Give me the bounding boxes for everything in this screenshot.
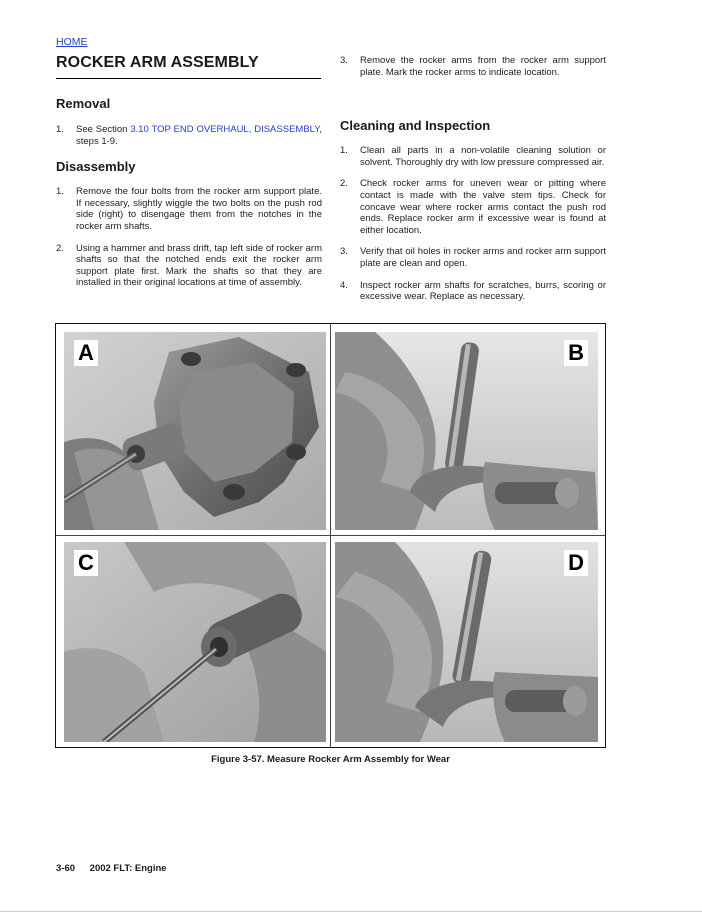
micrometer-measurement-photo — [335, 332, 598, 530]
disassembly-steps — [56, 186, 322, 289]
right-column — [340, 55, 606, 313]
panel-label-d: D — [564, 550, 588, 576]
figure-3-57 — [55, 323, 606, 748]
step-text: Inspect rocker arm shafts for scratches, burrs, scoring or excessive wear. Replace as necessary. — [360, 279, 606, 303]
step-number: 2. — [340, 178, 348, 190]
step-text: Using a hammer and brass drift, tap left side of rocker arm shafts so that the notched ends exit the rocker arm support plate first. Mark the shafts so that they are installed in their original locations at time of assembly. — [76, 242, 322, 289]
figure-panel-b — [335, 332, 598, 530]
panel-label-a: A — [74, 340, 98, 366]
step-number: 1. — [56, 124, 64, 135]
figure-panel-c — [64, 542, 326, 742]
list-item — [340, 246, 606, 269]
step-number: 2. — [56, 242, 64, 254]
title-rule — [56, 78, 321, 79]
page-footer — [56, 863, 167, 874]
list-item — [56, 243, 322, 289]
removal-steps — [56, 124, 322, 147]
removal-heading: Removal — [56, 96, 111, 111]
rocker-arm-shaft-photo — [64, 542, 326, 742]
rocker-support-plate-photo — [64, 332, 326, 530]
step-text: Verify that oil holes in rocker arms and rocker arm support plate are clean and open. — [360, 246, 606, 269]
step-number: 3. — [340, 55, 348, 66]
list-item — [56, 124, 322, 147]
page-title: ROCKER ARM ASSEMBLY — [56, 54, 259, 71]
step-number: 1. — [340, 145, 348, 157]
left-column — [56, 96, 322, 299]
step-text: Check rocker arms for uneven wear or pitting where contact is made with the valve stem tips. Check for concave wear where rocker arms contact the push rod ends. Replace rocker arm if excessive wear is found at either location. — [360, 178, 606, 236]
list-item — [56, 186, 322, 232]
step-number: 4. — [340, 279, 348, 291]
step-text: See Section — [76, 124, 131, 135]
manual-title: 2002 FLT: Engine — [89, 863, 167, 874]
step-text: , steps 1-9. — [76, 124, 322, 147]
list-item — [340, 145, 606, 168]
panel-label-c: C — [74, 550, 98, 576]
step-text: Remove the rocker arms from the rocker arm support plate. Mark the rocker arms to indicate location. — [360, 55, 606, 78]
step-text: Clean all parts in a non-volatile cleaning solution or solvent. Thoroughly dry with low pressure compressed air. — [360, 145, 606, 168]
shaft-measurement-photo — [335, 542, 598, 742]
cleaning-inspection-heading: Cleaning and Inspection — [340, 118, 491, 134]
figure-panel-d — [335, 542, 598, 742]
step-text: Remove the four bolts from the rocker arm support plate. If necessary, slightly wiggle the two bolts on the push rod side (right) to disengage them from the notches in the rocker arm shafts. — [76, 186, 322, 232]
cleaning-inspection-steps — [340, 145, 606, 303]
figure-panel-a — [64, 332, 326, 530]
list-item — [340, 280, 606, 303]
home-link[interactable]: HOME — [56, 36, 88, 48]
disassembly-heading: Disassembly — [56, 159, 136, 175]
figure-caption: Figure 3-57. Measure Rocker Arm Assembly for Wear — [211, 754, 450, 765]
panel-label-b: B — [564, 340, 588, 366]
list-item — [340, 55, 606, 78]
section-cross-reference-link[interactable]: 3.10 TOP END OVERHAUL, DISASSEMBLY — [130, 124, 320, 135]
step-number: 1. — [56, 186, 64, 198]
disassembly-steps-continued — [340, 55, 606, 78]
step-number: 3. — [340, 246, 348, 258]
list-item — [340, 178, 606, 236]
page-bottom-rule — [0, 911, 702, 912]
page-number: 3-60 — [56, 863, 76, 874]
figure-divider-vertical — [330, 324, 331, 747]
